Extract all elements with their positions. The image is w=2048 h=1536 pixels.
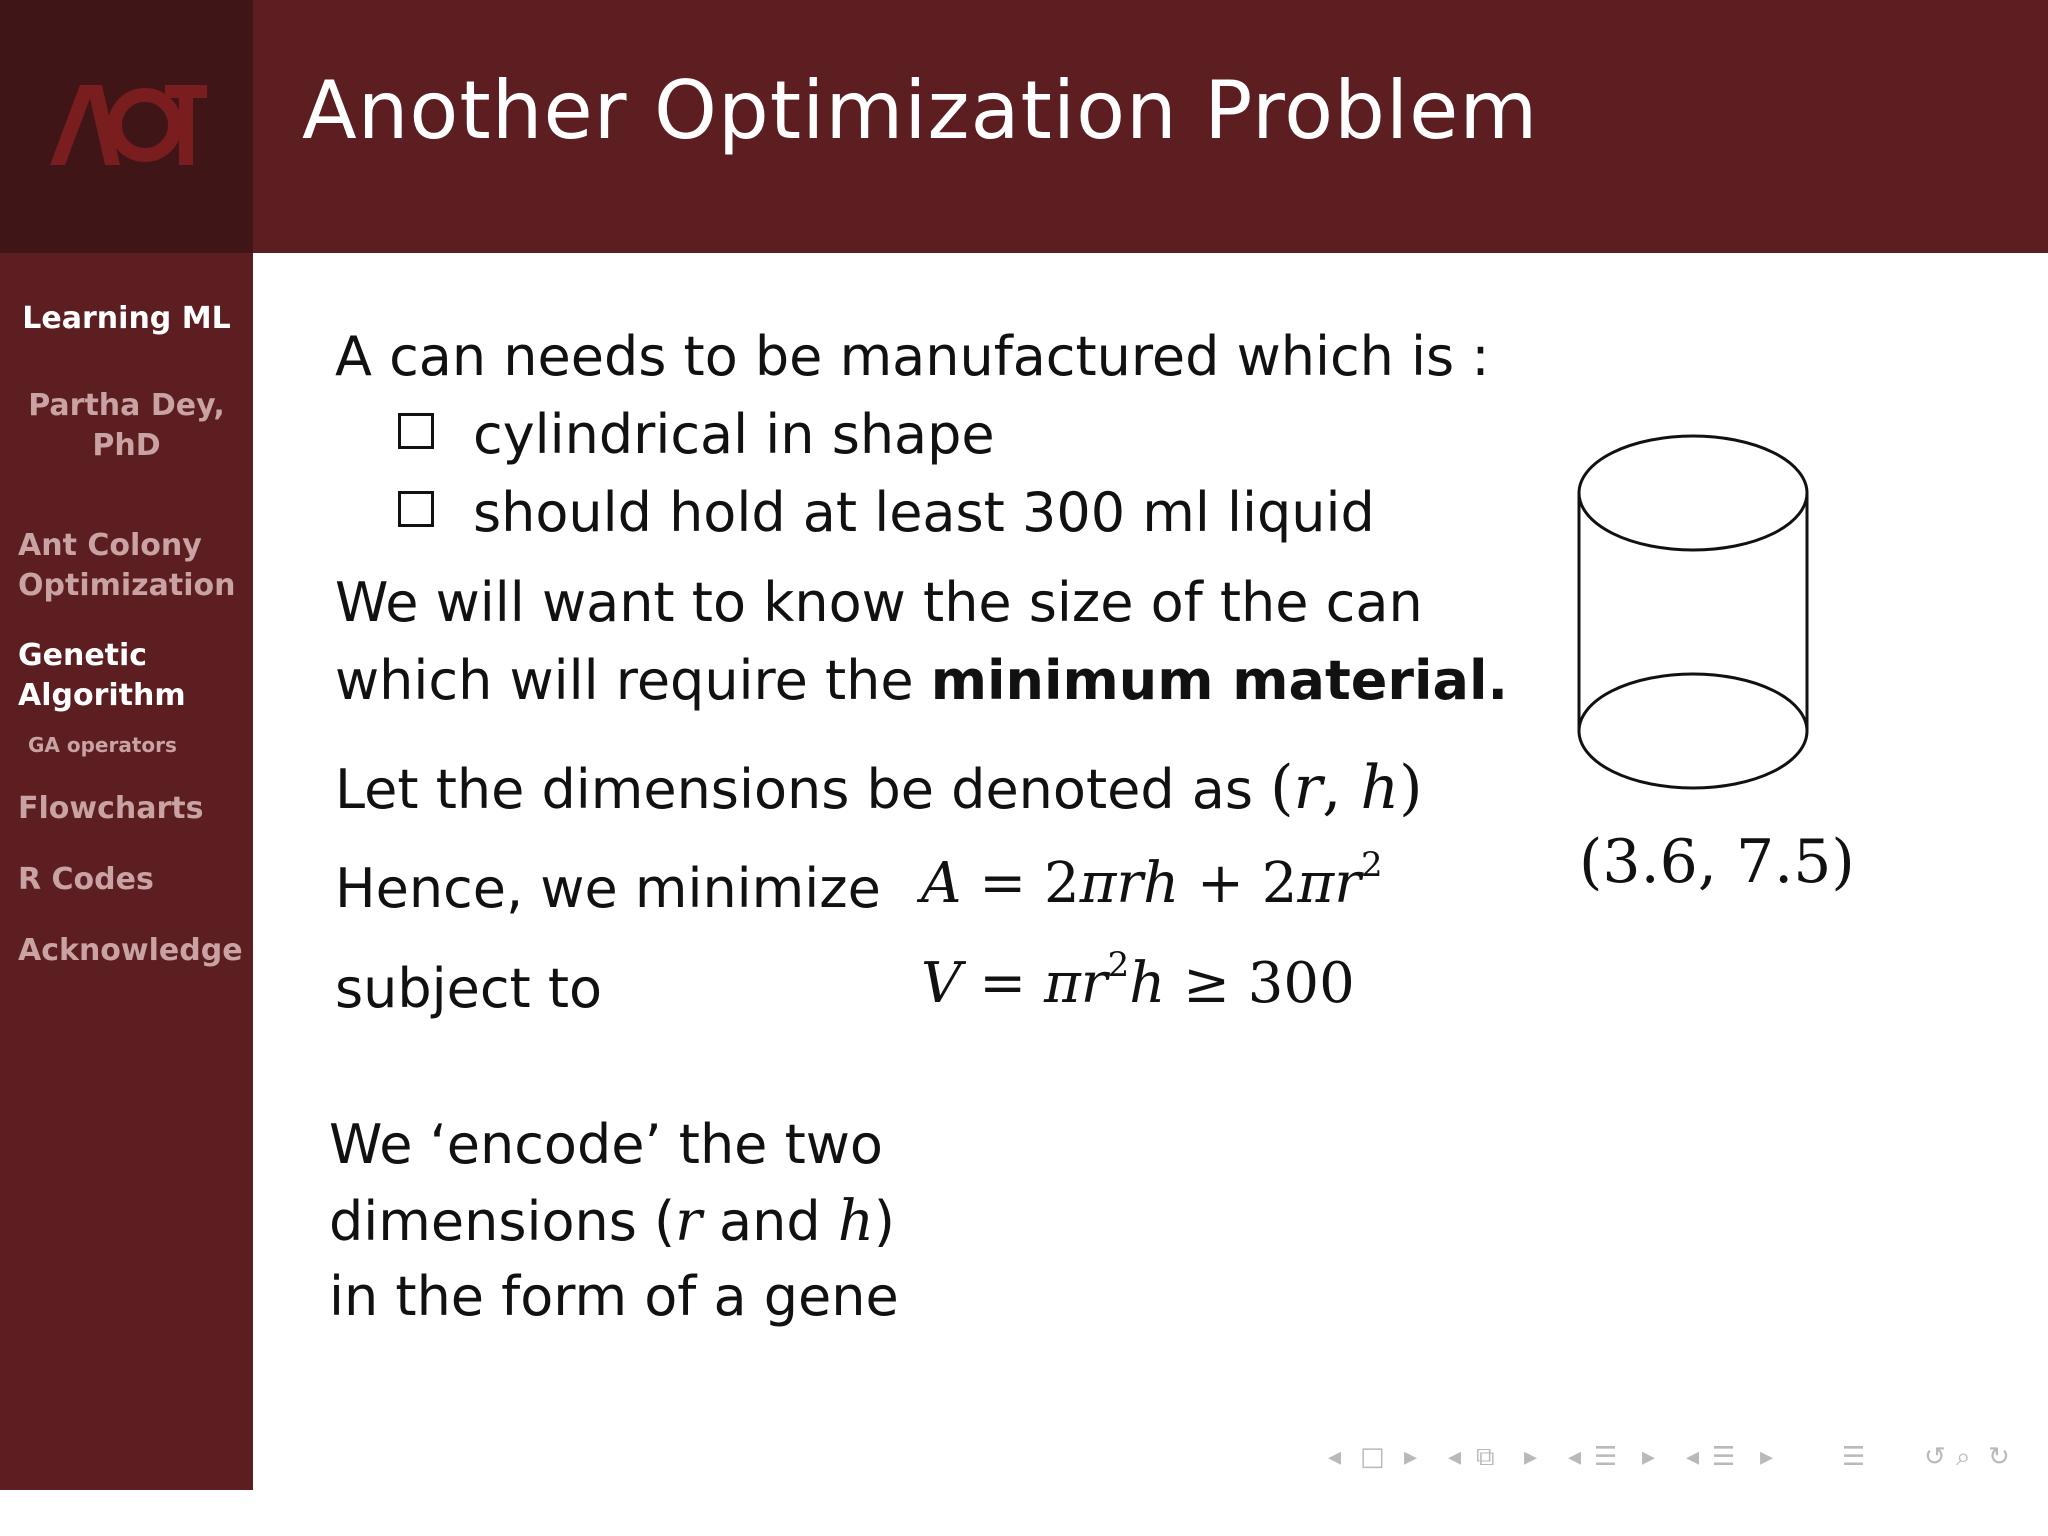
subject-to-label: subject to [335,957,603,1020]
solution-value: (3.6, 7.5) [1579,827,1855,897]
sidebar-author[interactable] [0,386,253,466]
acot-logo-icon [45,80,210,170]
slide-content [253,253,2048,1536]
bullet-volume: should hold at least 300 ml liquid [473,481,1375,544]
sidebar-deck-title[interactable]: Learning ML [22,301,231,336]
goal-text: which will require the [335,649,931,712]
dimensions-math: (r, h) [1270,753,1423,823]
slide-title: Another Optimization Problem [302,64,1539,157]
encode-text: dimensions ( [329,1190,676,1253]
sidebar-item-flowcharts[interactable]: Flowcharts [18,791,204,826]
sidebar-item-acknowledge[interactable]: Acknowledge [18,933,243,968]
triangle-left-icon[interactable]: ◂ [1568,1442,1582,1472]
intro-text: A can needs to be manufactured which is : [335,325,1490,388]
sidebar-item-label: Algorithm [18,678,186,713]
encode-line-3: in the form of a gene [329,1265,899,1328]
checkbox-bullet-icon [398,413,434,449]
author-degree: PhD [92,428,161,463]
constraint-formula: $V = \pi r^2h \ge 300$ [921,945,1355,1016]
dimensions-line [335,753,1423,823]
cylinder-diagram [1573,433,1823,813]
lines-icon[interactable]: ☰ [1594,1442,1618,1472]
triangle-right-icon[interactable]: ▸ [1524,1442,1538,1472]
triangle-right-icon[interactable]: ▸ [1404,1442,1418,1472]
author-name: Partha Dey, [28,388,225,423]
sidebar-item-ant-colony[interactable] [18,526,235,606]
encode-line-1: We ‘encode’ the two [329,1113,883,1176]
goal-emphasis: minimum material. [930,649,1509,712]
loop-icon[interactable]: ↺ [1924,1442,1946,1472]
lines-icon[interactable]: ☰ [1842,1442,1866,1472]
dimensions-text: Let the dimensions be denoted as [335,758,1253,821]
goal-line-2 [335,649,1508,712]
triangle-left-icon[interactable]: ◂ [1328,1442,1342,1472]
search-icon[interactable]: ⌕ [1956,1442,1971,1472]
encode-line-2 [329,1189,895,1254]
bullet-cylindrical: cylindrical in shape [473,403,995,466]
triangle-left-icon[interactable]: ◂ [1686,1442,1700,1472]
minimize-label: Hence, we minimize [335,857,881,920]
sidebar-item-genetic-algorithm[interactable] [18,636,186,716]
lines-icon[interactable]: ☰ [1712,1442,1736,1472]
sidebar-subitem-ga-operators[interactable]: GA operators [28,733,177,757]
objective-formula: $A = 2\pi rh + 2\pi r^2$ [921,845,1383,916]
goal-line-1: We will want to know the size of the can [335,571,1423,634]
sidebar-item-label: Ant Colony [18,528,202,563]
triangle-left-icon[interactable]: ◂ [1448,1442,1462,1472]
var-h: h [837,1189,874,1254]
logo-area [0,0,253,253]
encode-text: ) [873,1190,895,1253]
triangle-right-icon[interactable]: ▸ [1642,1442,1656,1472]
square-icon[interactable]: □ [1360,1442,1385,1472]
sidebar-item-label: Optimization [18,568,236,603]
sidebar [0,253,253,1490]
beamer-navigation [1320,1442,2040,1482]
frame-icon[interactable]: ⧉ [1476,1442,1495,1472]
encode-text: and [701,1190,838,1253]
triangle-right-icon[interactable]: ▸ [1760,1442,1774,1472]
checkbox-bullet-icon [398,491,434,527]
var-r: r [675,1189,702,1254]
sidebar-item-label: Genetic [18,638,148,673]
sidebar-item-r-codes[interactable]: R Codes [18,862,154,897]
loop-icon[interactable]: ↻ [1988,1442,2010,1472]
